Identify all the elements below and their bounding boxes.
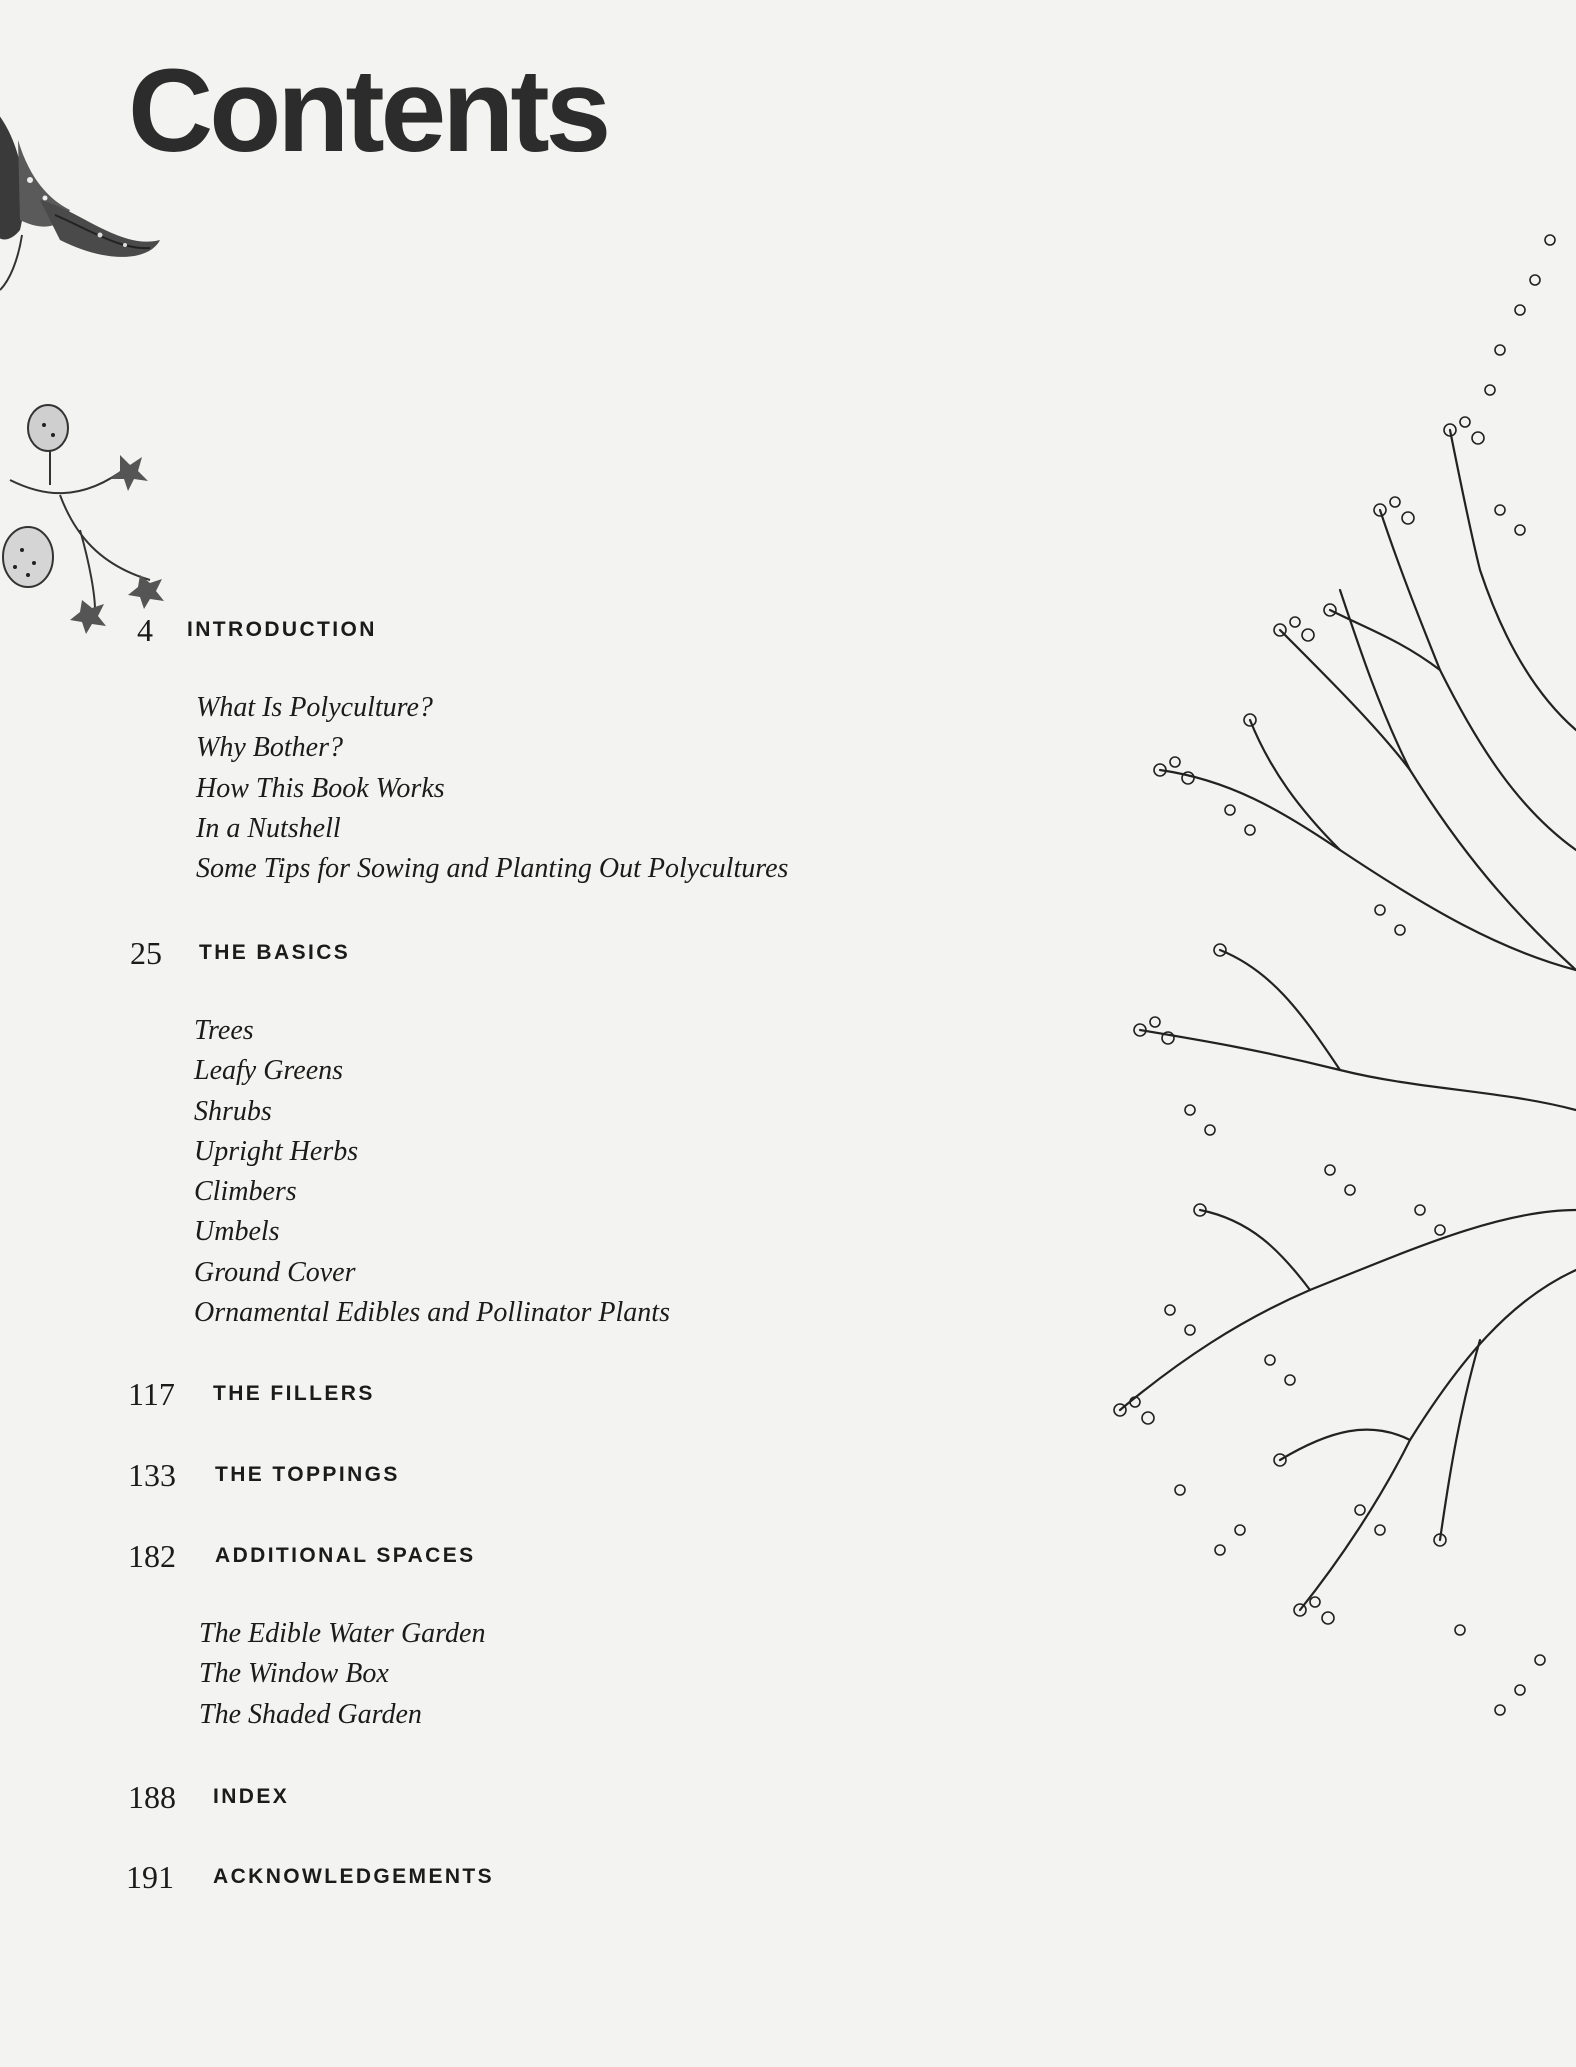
section-title: ADDITIONAL SPACES	[215, 1544, 476, 1567]
subsection-item[interactable]: Trees	[194, 1015, 254, 1046]
toc-entry-acknowledgements[interactable]	[0, 1857, 1000, 1907]
section-title: ACKNOWLEDGEMENTS	[213, 1865, 495, 1888]
toc-entry-additional-spaces[interactable]	[0, 1536, 1000, 1586]
subsection-item[interactable]: The Shaded Garden	[199, 1698, 422, 1730]
subsection-list-introduction	[196, 688, 788, 889]
toc-entry-the-basics[interactable]	[0, 933, 1000, 983]
subsection-item[interactable]: Upright Herbs	[194, 1135, 359, 1167]
subsection-item[interactable]: Ground Cover	[194, 1256, 356, 1288]
subsection-item[interactable]: How This Book Works	[196, 772, 445, 804]
page-number: 25	[130, 935, 162, 971]
subsection-list-the-basics	[194, 1011, 670, 1333]
page-number: 133	[128, 1457, 176, 1493]
toc-entry-the-fillers[interactable]	[0, 1374, 1000, 1424]
subsection-item[interactable]: Climbers	[194, 1176, 297, 1208]
section-title: THE TOPPINGS	[215, 1463, 400, 1486]
subsection-item[interactable]: Why Bother?	[196, 732, 343, 764]
subsection-item[interactable]: Umbels	[194, 1216, 280, 1248]
tree-illustration-icon	[1080, 210, 1576, 1890]
page-number: 188	[128, 1779, 176, 1815]
page-number: 191	[126, 1859, 174, 1895]
toc-entry-introduction[interactable]	[0, 610, 1000, 660]
subsection-item[interactable]: Some Tips for Sowing and Planting Out Polycultures	[196, 853, 789, 885]
section-title: INDEX	[213, 1785, 290, 1808]
page-number: 117	[128, 1376, 175, 1412]
subsection-item[interactable]: What Is Polyculture?	[196, 692, 433, 723]
toc-entry-the-toppings[interactable]	[0, 1455, 1000, 1505]
subsection-item[interactable]: The Window Box	[199, 1658, 389, 1690]
strawberry-sprig-illustration-icon	[0, 395, 185, 635]
page-number: 182	[128, 1538, 176, 1574]
subsection-item[interactable]: Leafy Greens	[194, 1055, 344, 1087]
subsection-item[interactable]: Shrubs	[194, 1095, 272, 1127]
section-title: THE FILLERS	[213, 1382, 375, 1405]
subsection-item[interactable]: In a Nutshell	[196, 812, 341, 844]
hawk-moth-illustration-icon	[0, 80, 170, 270]
subsection-list-additional-spaces	[199, 1614, 485, 1735]
subsection-item[interactable]: The Edible Water Garden	[199, 1618, 486, 1649]
section-title: INTRODUCTION	[187, 618, 377, 641]
section-title: THE BASICS	[199, 941, 351, 964]
page-title: Contents	[128, 45, 608, 177]
toc-entry-index[interactable]	[0, 1777, 1000, 1827]
page-number: 4	[137, 612, 153, 648]
subsection-item[interactable]: Ornamental Edibles and Pollinator Plants	[194, 1297, 670, 1329]
